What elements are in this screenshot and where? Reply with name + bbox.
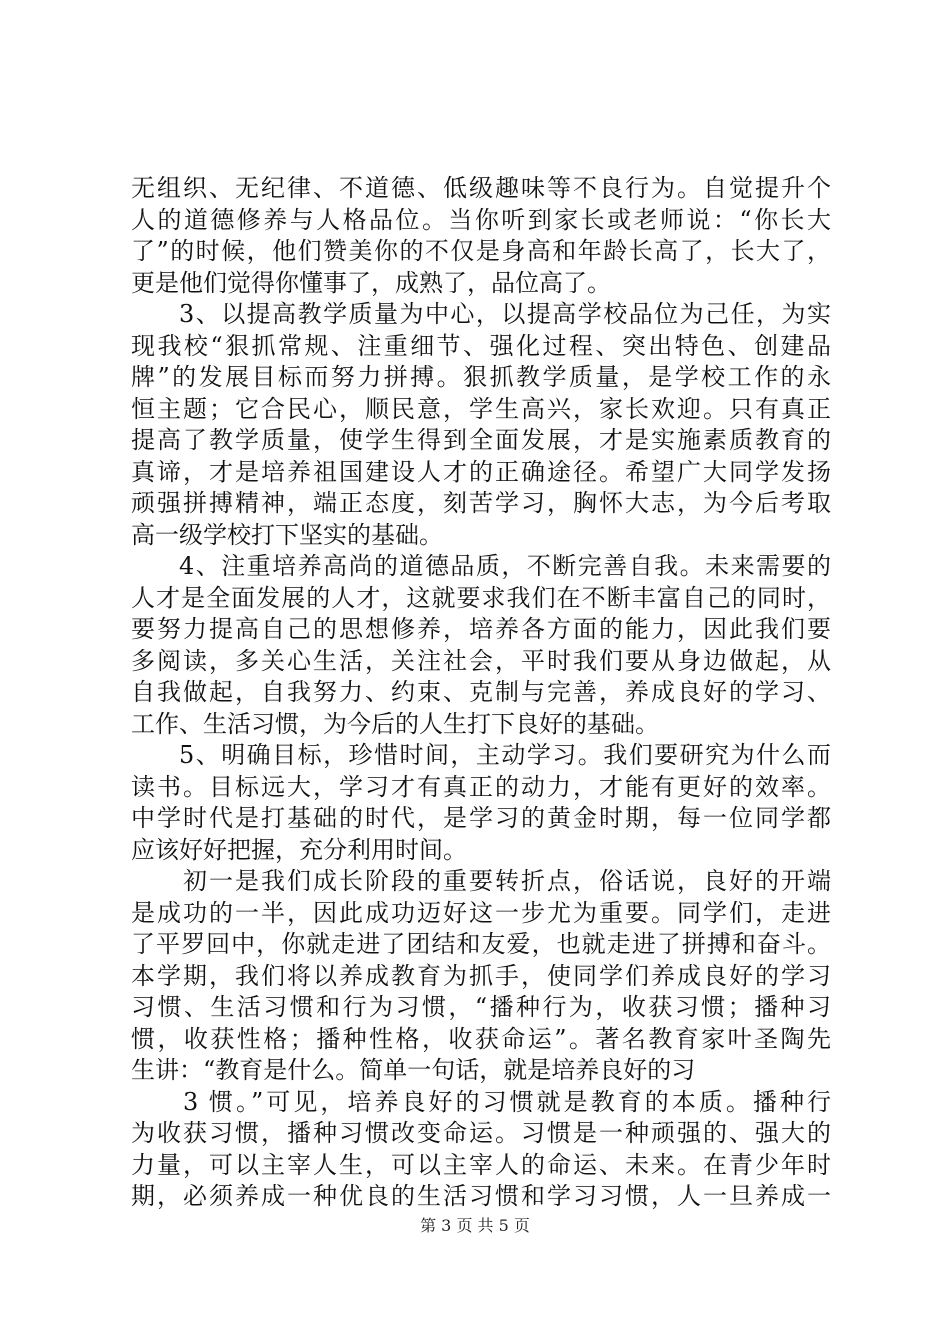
text-line: 真谛，才是培养祖国建设人才的正确途径。希望广大同学发扬 [131,457,831,486]
text-line: 更是他们觉得你懂事了，成熟了，品位高了。 [131,268,611,297]
text-line: 自我做起，自我努力、约束、克制与完善，养成良好的学习、 [131,678,831,706]
text-line: 人的道德修养与人格品位。当你听到家长或老师说：“你长大 [131,205,831,234]
text-line: 牌”的发展目标而努力拼搏。狠抓教学质量，是学校工作的永 [131,363,831,391]
text-line: 顽强拼搏精神，端正态度，刻苦学习，胸怀大志，为今后考取 [131,489,831,517]
paragraph-start-line: 3、以提高教学质量为中心，以提高学校品位为己任，为实 [179,300,831,328]
text-line: 工作、生活习惯，为今后的人生打下良好的基础。 [131,709,659,738]
paragraph-start-line: 初一是我们成长阶段的重要转折点，俗话说，良好的开端 [183,867,831,895]
text-line: 为收获习惯，播种习惯改变命运。习惯是一种顽强的、强大的 [131,1119,831,1147]
text-line: 习惯、生活习惯和行为习惯，“播种行为，收获习惯；播种习 [131,993,831,1021]
text-line: 人才是全面发展的人才，这就要求我们在不断丰富自己的同时， [131,583,831,612]
text-line: 是成功的一半，因此成功迈好这一步尤为重要。同学们，走进 [131,898,831,927]
text-line: 现我校“狠抓常规、注重细节、强化过程、突出特色、创建品 [131,331,831,360]
text-line: 应该好好把握，充分利用时间。 [131,835,467,864]
text-line: 了平罗回中，你就走进了团结和友爱，也就走进了拼搏和奋斗。 [131,930,831,958]
text-line: 恒主题；它合民心，顺民意，学生高兴，家长欢迎。只有真正 [131,394,831,423]
text-line: 本学期，我们将以养成教育为抓手，使同学们养成良好的学习 [131,961,831,990]
text-line: 生讲：“教育是什么。简单一句话，就是培养良好的习 [131,1056,696,1084]
paragraph-start-line: 3 惯。”可见，培养良好的习惯就是教育的本质。播种行 [183,1087,831,1116]
text-line: 惯，收获性格；播种性格，收获命运”。著名教育家叶圣陶先 [131,1024,831,1053]
text-line: 中学时代是打基础的时代，是学习的黄金时期，每一位同学都 [131,804,831,832]
text-line: 提高了教学质量，使学生得到全面发展，才是实施素质教育的 [131,426,831,454]
page-number-footer: 第 3 页 共 5 页 [420,1216,530,1235]
text-line: 要努力提高自己的思想修养，培养各方面的能力，因此我们要 [131,615,831,643]
text-line: 高一级学校打下坚实的基础。 [131,520,443,549]
text-line: 无组织、无纪律、不道德、低级趣味等不良行为。自觉提升个 [131,174,831,202]
text-line: 多阅读，多关心生活，关注社会，平时我们要从身边做起，从 [131,646,831,675]
text-line: 力量，可以主宰人生，可以主宰人的命运、未来。在青少年时 [131,1150,831,1179]
paragraph-start-line: 4、注重培养高尚的道德品质，不断完善自我。未来需要的 [179,552,831,580]
body-text [131,173,831,1213]
text-line: 了”的时候，他们赞美你的不仅是身高和年龄长高了，长大了， [131,237,831,265]
text-line: 读书。目标远大，学习才有真正的动力，才能有更好的效率。 [131,772,831,801]
paragraph-start-line: 5、明确目标，珍惜时间，主动学习。我们要研究为什么而 [179,741,831,769]
text-line: 期，必须养成一种优良的生活习惯和学习习惯，人一旦养成一 [131,1182,831,1210]
